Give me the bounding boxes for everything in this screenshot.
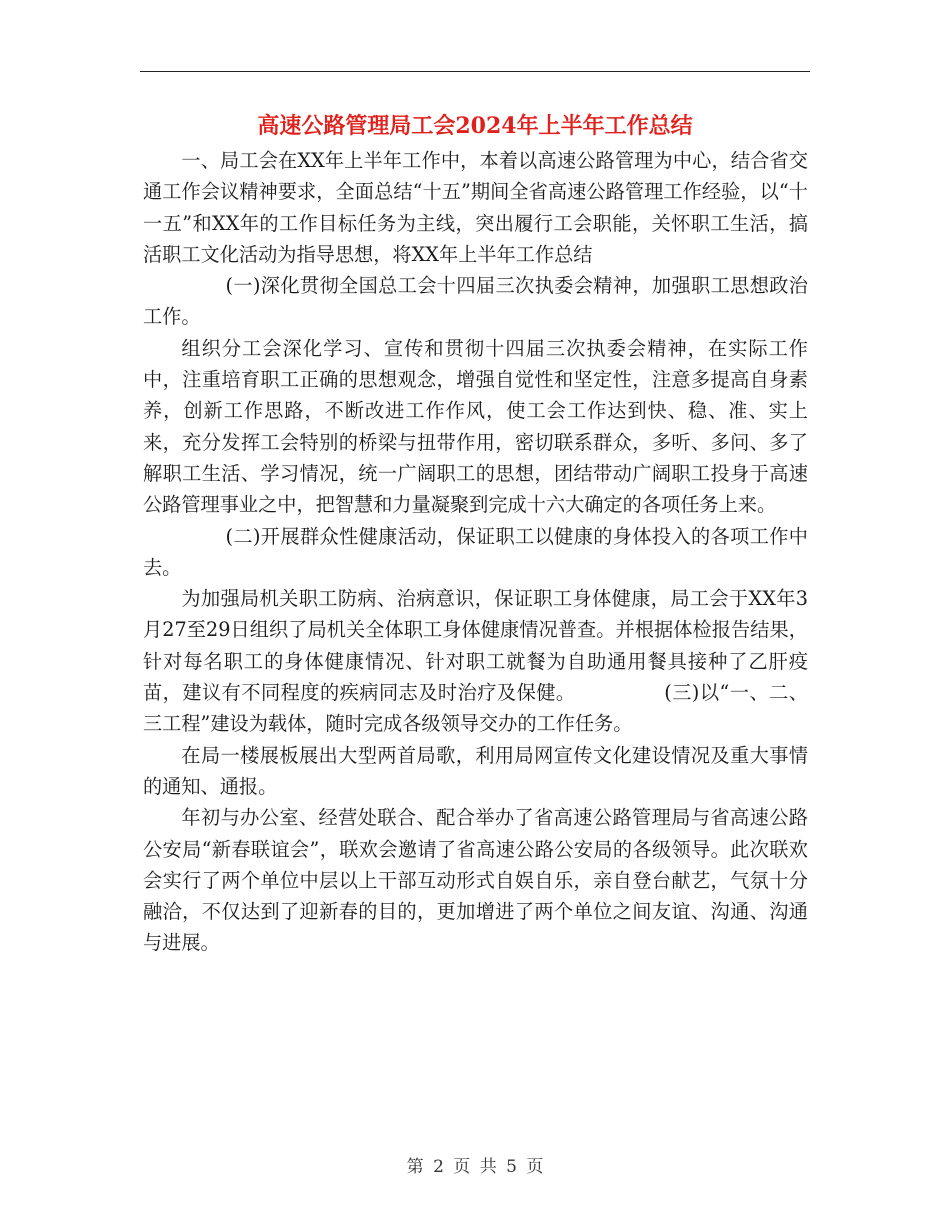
paragraph-section-3b: 年初与办公室、经营处联合、配合举办了省高速公路管理局与省高速公路公安局“新春联谊会”，联欢会邀请了省高速公路公安局的各级领导。此次联欢会实行了两个单位中层以上干部互动形式自娱自乐，亲自登台献艺，气氛十分融洽，不仅达到了迎新春的目的，更加增进了两个单位之间友谊、沟通、沟通与进展。 (143, 806, 808, 955)
paragraph-section-3a: 在局一楼展板展出大型两首局歌，利用局网宣传文化建设情况及重大事情的通知、通报。 (143, 743, 808, 798)
header-rule (140, 71, 810, 72)
paragraph-section-1: 组织分工会深化学习、宣传和贯彻十四届三次执委会精神，在实际工作中，注重培育职工正确的思想观念，增强自觉性和坚定性，注意多提高自身素养，创新工作思路，不断改进工作作风，使工会工作达到快、稳、准、实上来，充分发挥工会特别的桥梁与扭带作用，密切联系群众，多听、多问、多了解职工生活、学习情况，统一广阔职工的思想，团结带动广阔职工投身于高速公路管理事业之中，把智慧和力量凝聚到完成十六大确定的各项任务上来。 (143, 336, 808, 517)
paragraph-section-2: 为加强局机关职工防病、治病意识，保证职工身体健康，局工会于XX年3月27至29日组织了局机关全体职工身体健康情况普查。并根据体检报告结果，针对每名职工的身体健康情况、针对职工就餐为自助通用餐具接种了乙肝疫苗，建议有不同程度的疾病同志及时治疗及保健。 (三)以“一、二、三工程”建设为载体，随时完成各级领导交办的工作任务。 (143, 587, 808, 736)
section-heading-1: (一)深化贯彻全国总工会十四届三次执委会精神，加强职工思想政治工作。 (143, 274, 808, 329)
document-body (143, 145, 808, 959)
page-number-footer: 第 2 页 共 5 页 (406, 1157, 544, 1177)
section-heading-2: (二)开展群众性健康活动，保证职工以健康的身体投入的各项工作中去。 (143, 524, 808, 579)
document-title: 高速公路管理局工会2024年上半年工作总结 (257, 113, 693, 139)
paragraph-intro: 一、局工会在XX年上半年工作中，本着以高速公路管理为中心，结合省交通工作会议精神要求，全面总结“十五”期间全省高速公路管理工作经验，以“十一五”和XX年的工作目标任务为主线，突出履行工会职能，关怀职工生活，搞活职工文化活动为指导思想，将XX年上半年工作总结 (143, 149, 808, 266)
